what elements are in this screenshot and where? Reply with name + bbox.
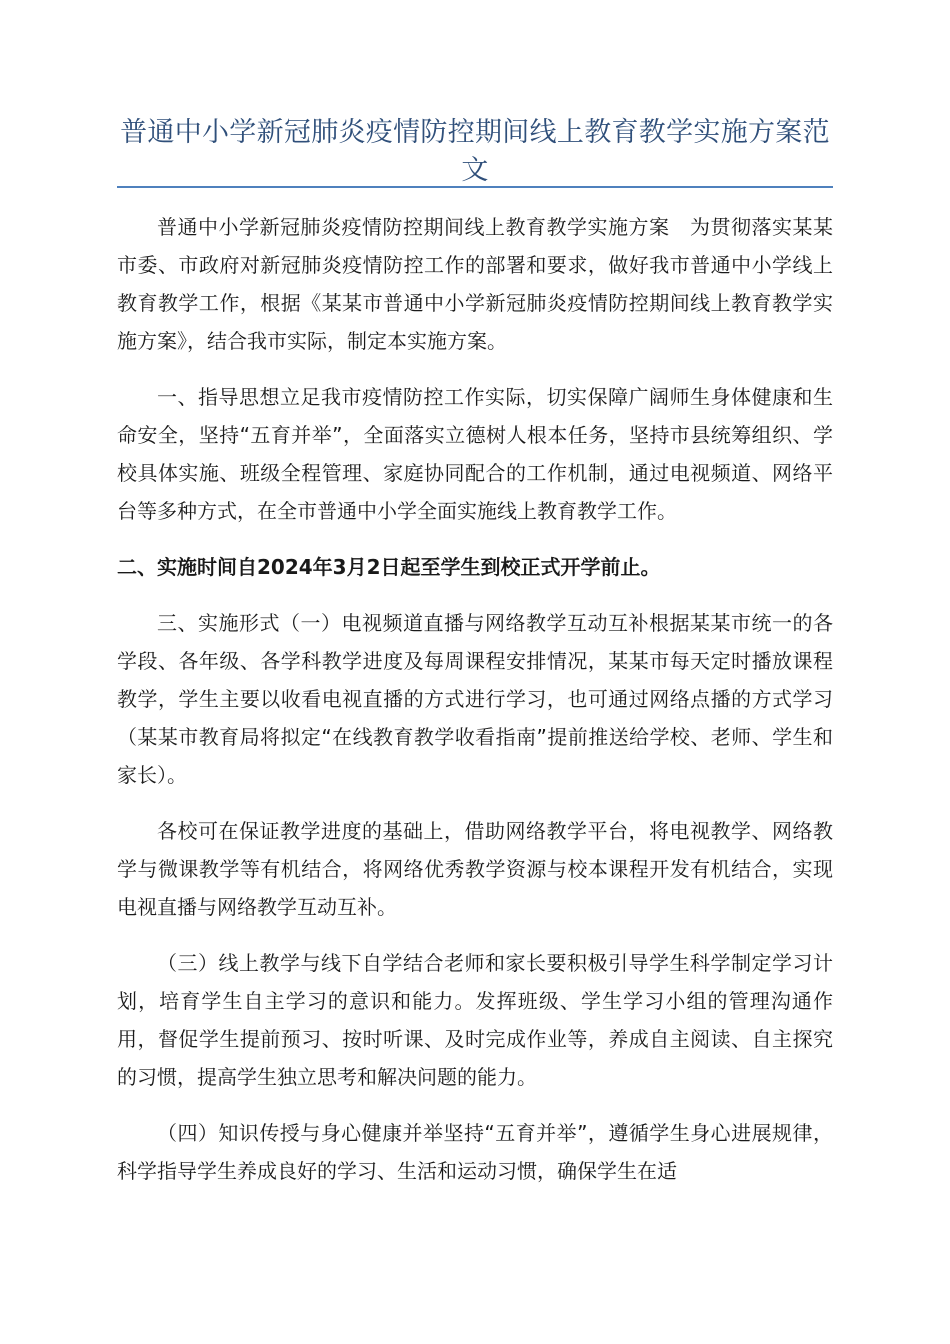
paragraph-school-integration: 各校可在保证教学进度的基础上，借助网络教学平台，将电视教学、网络教学与微课教学等有机结合，将网络优秀教学资源与校本课程开发有机结合，实现电视直播与网络教学互动互补。 [117,819,833,919]
paragraph-guiding-ideology: 一、指导思想立足我市疫情防控工作实际，切实保障广阔师生身体健康和生命安全，坚持“五育并举”，全面落实立德树人根本任务，坚持市县统筹组织、学校具体实施、班级全程管理、家庭协同配合的工作机制，通过电视频道、网络平台等多种方式，在全市普通中小学全面实施线上教育教学工作。 [117,385,833,523]
document-title: 普通中小学新冠肺炎疫情防控期间线上教育教学实施方案范文 [120,117,830,186]
paragraph-intro: 普通中小学新冠肺炎疫情防控期间线上教育教学实施方案 为贯彻落实某某市委、市政府对新冠肺炎疫情防控工作的部署和要求，做好我市普通中小学线上教育教学工作，根据《某某市普通中小学新冠肺炎疫情防控期间线上教育教学实施方案》，结合我市实际，制定本实施方案。 [117,215,833,353]
document-body [117,208,833,1208]
paragraph-knowledge-health: （四）知识传授与身心健康并举坚持“五育并举”，遵循学生身心进展规律，科学指导学生养成良好的学习、生活和运动习惯，确保学生在适 [117,1121,833,1183]
title-underline [117,186,833,188]
paragraph-implementation-form: 三、实施形式（一）电视频道直播与网络教学互动互补根据某某市统一的各学段、各年级、各学科教学进度及每周课程安排情况，某某市每天定时播放课程教学，学生主要以收看电视直播的方式进行学习，也可通过网络点播的方式学习（某某市教育局将拟定“在线教育教学收看指南”提前推送给学校、老师、学生和家长）。 [117,611,833,787]
paragraph-online-offline: （三）线上教学与线下自学结合老师和家长要积极引导学生科学制定学习计划，培育学生自主学习的意识和能力。发挥班级、学生学习小组的管理沟通作用，督促学生提前预习、按时听课、及时完成作业等，养成自主阅读、自主探究的习惯，提高学生独立思考和解决问题的能力。 [117,951,833,1089]
paragraph-implementation-time: 二、实施时间自2024年3月2日起至学生到校正式开学前止。 [117,555,661,579]
